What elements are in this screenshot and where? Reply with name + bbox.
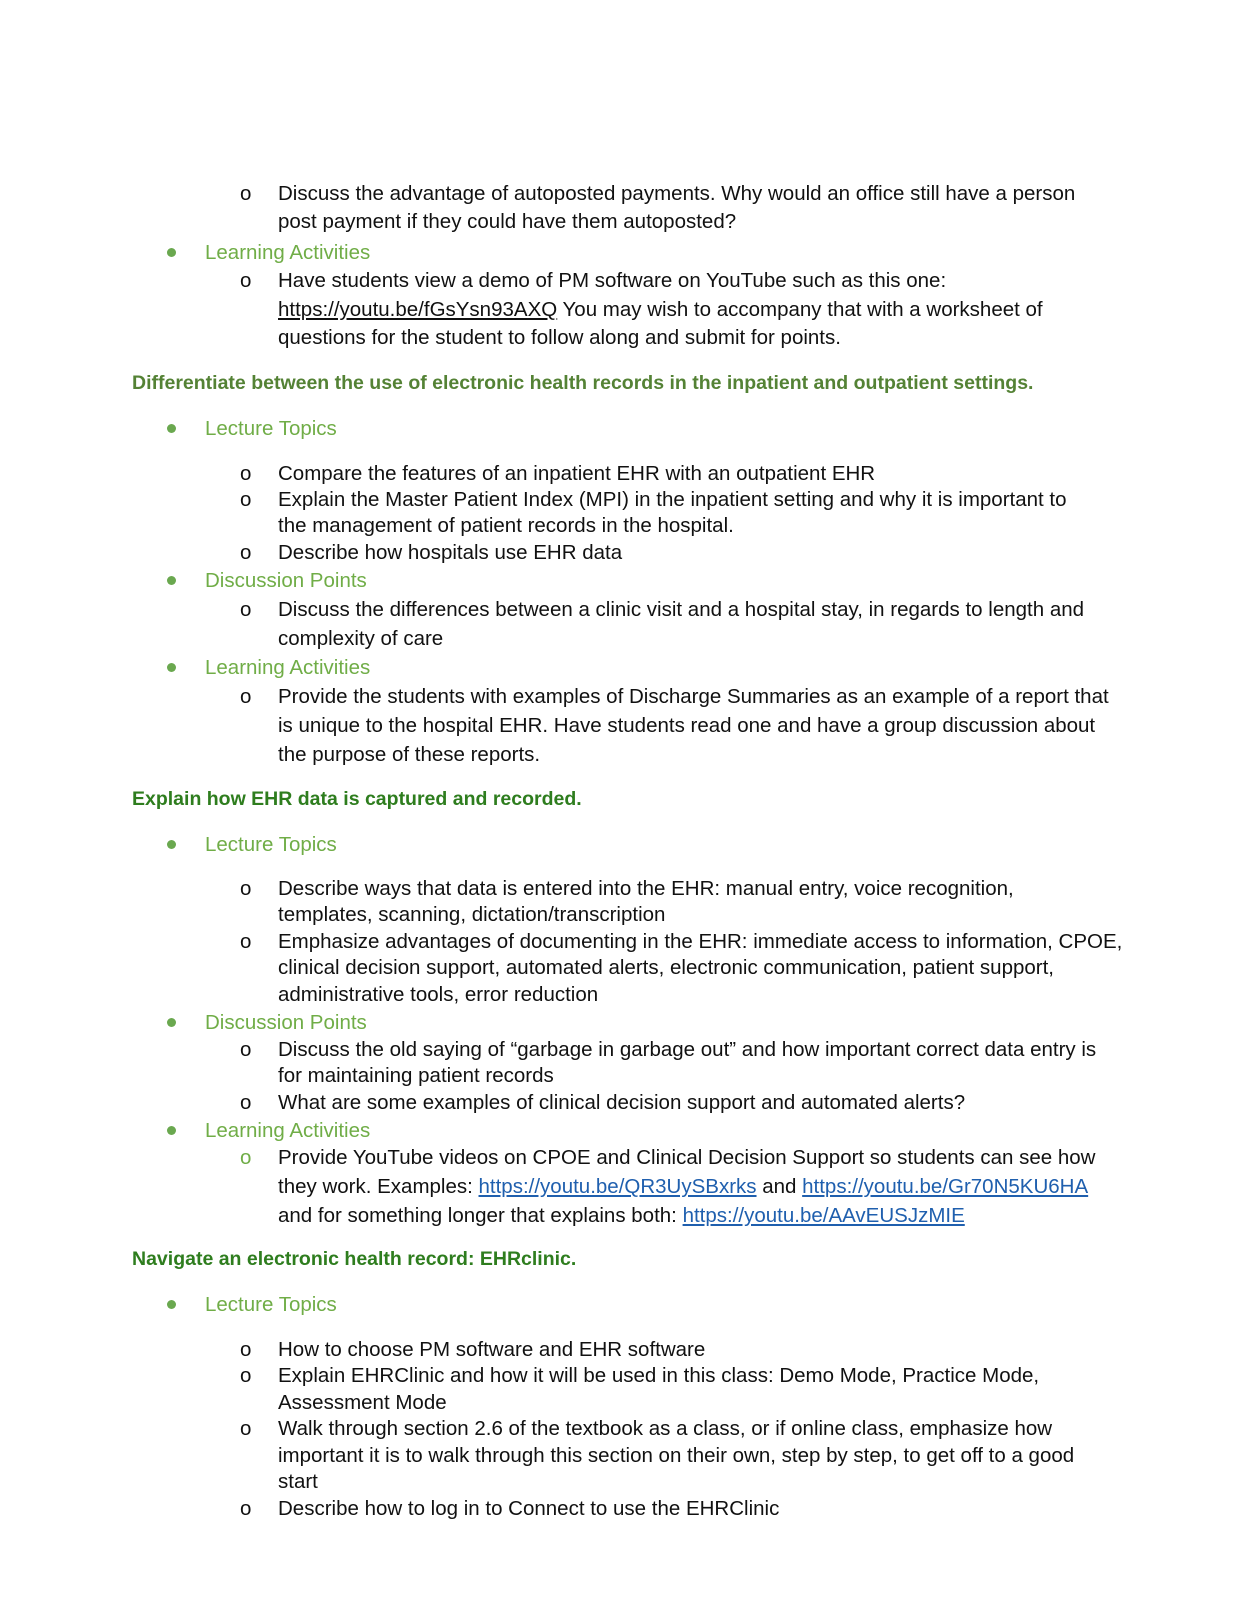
learning-item-text: they work. Examples: [278,1175,479,1198]
discussion-item: What are some examples of clinical decision support and automated alerts? [278,1091,966,1114]
lecture-item: Describe how hospitals use EHR data [278,541,623,564]
lecture-topics-label: Lecture Topics [205,833,337,856]
learning-item-links-line [278,1174,1088,1200]
learning-item-text: and for something longer that explains both: [278,1204,683,1227]
discussion-item: Discuss the differences between a clinic visit and a hospital stay, in regards to length and [278,598,1085,621]
sub-bullet-marker: o [240,1146,252,1169]
bullet-icon [167,248,176,257]
lecture-item: How to choose PM software and EHR software [278,1338,706,1361]
learning-item: Provide the students with examples of Discharge Summaries as an example of a report that [278,685,1109,708]
sub-bullet-marker: o [240,269,252,292]
discussion-points-label: Discussion Points [205,569,367,592]
discussion-item-cont: post payment if they could have them autoposted? [278,210,737,233]
sub-bullet-marker: o [240,1497,252,1520]
sub-bullet-marker: o [240,1091,252,1114]
discussion-item-cont: complexity of care [278,627,444,650]
lecture-topics-label: Lecture Topics [205,417,337,440]
learning-activities-label: Learning Activities [205,241,371,264]
bullet-icon [167,576,176,585]
learning-item: Have students view a demo of PM software on YouTube such as this one: [278,269,947,292]
lecture-item-cont: important it is to walk through this section on their own, step by step, to get off to a good [278,1444,1075,1467]
sub-bullet-marker: o [240,877,252,900]
sub-bullet-marker: o [240,488,252,511]
bullet-icon [167,1300,176,1309]
youtube-link-cpoe[interactable]: https://youtu.be/QR3UySBxrks [478,1175,757,1198]
discussion-points-label: Discussion Points [205,1011,367,1034]
sub-bullet-marker: o [240,685,252,708]
lecture-topics-label: Lecture Topics [205,1293,337,1316]
learning-item-cont: is unique to the hospital EHR. Have students read one and have a group discussion about [278,714,1096,737]
learning-item-link-line [278,1203,965,1229]
youtube-link[interactable]: https://youtu.be/fGsYsn93AXQ [278,298,558,321]
sub-bullet-marker: o [240,598,252,621]
section-heading: Navigate an electronic health record: EHRclinic. [132,1248,577,1270]
learning-activities-label: Learning Activities [205,656,371,679]
lecture-item: Walk through section 2.6 of the textbook as a class, or if online class, emphasize how [278,1417,1053,1440]
lecture-item: Emphasize advantages of documenting in the EHR: immediate access to information, CPOE, [278,930,1123,953]
lecture-item: Explain the Master Patient Index (MPI) in the inpatient setting and why it is important to [278,488,1067,511]
learning-activities-label: Learning Activities [205,1119,371,1142]
learning-item-text: and [756,1175,803,1198]
bullet-icon [167,663,176,672]
section-heading: Explain how EHR data is captured and recorded. [132,788,582,810]
discussion-item-cont: for maintaining patient records [278,1064,554,1087]
lecture-item-cont: Assessment Mode [278,1391,447,1414]
lecture-item-cont: start [278,1470,318,1493]
lecture-item: Describe how to log in to Connect to use the EHRClinic [278,1497,780,1520]
lecture-item-cont: administrative tools, error reduction [278,983,599,1006]
lecture-item: Compare the features of an inpatient EHR with an outpatient EHR [278,462,876,485]
discussion-item: Discuss the advantage of autoposted payments. Why would an office still have a person [278,182,1076,205]
lecture-item-cont: templates, scanning, dictation/transcription [278,903,666,926]
lecture-item: Explain EHRClinic and how it will be used in this class: Demo Mode, Practice Mode, [278,1364,1040,1387]
sub-bullet-marker: o [240,1038,252,1061]
learning-item: Provide YouTube videos on CPOE and Clinical Decision Support so students can see how [278,1146,1096,1169]
section-heading: Differentiate between the use of electronic health records in the inpatient and outpatient settings. [132,372,1034,394]
learning-item-text: You may wish to accompany that with a worksheet of [557,298,1043,321]
sub-bullet-marker: o [240,541,252,564]
lecture-item-cont: clinical decision support, automated alerts, electronic communication, patient support, [278,956,1054,979]
discussion-item: Discuss the old saying of “garbage in garbage out” and how important correct data entry is [278,1038,1097,1061]
bullet-icon [167,840,176,849]
youtube-link-both[interactable]: https://youtu.be/AAvEUSJzMIE [682,1204,965,1227]
sub-bullet-marker: o [240,1338,252,1361]
learning-item-cont: questions for the student to follow along and submit for points. [278,326,841,349]
learning-item-cont: the purpose of these reports. [278,743,541,766]
bullet-icon [167,1126,176,1135]
bullet-icon [167,1018,176,1027]
sub-bullet-marker: o [240,1417,252,1440]
sub-bullet-marker: o [240,462,252,485]
lecture-item-cont: the management of patient records in the hospital. [278,514,734,537]
lecture-item: Describe ways that data is entered into the EHR: manual entry, voice recognition, [278,877,1014,900]
sub-bullet-marker: o [240,930,252,953]
bullet-icon [167,424,176,433]
youtube-link-cds[interactable]: https://youtu.be/Gr70N5KU6HA [802,1175,1089,1198]
sub-bullet-marker: o [240,1364,252,1387]
learning-item-link-line [278,297,1043,323]
sub-bullet-marker: o [240,182,252,205]
